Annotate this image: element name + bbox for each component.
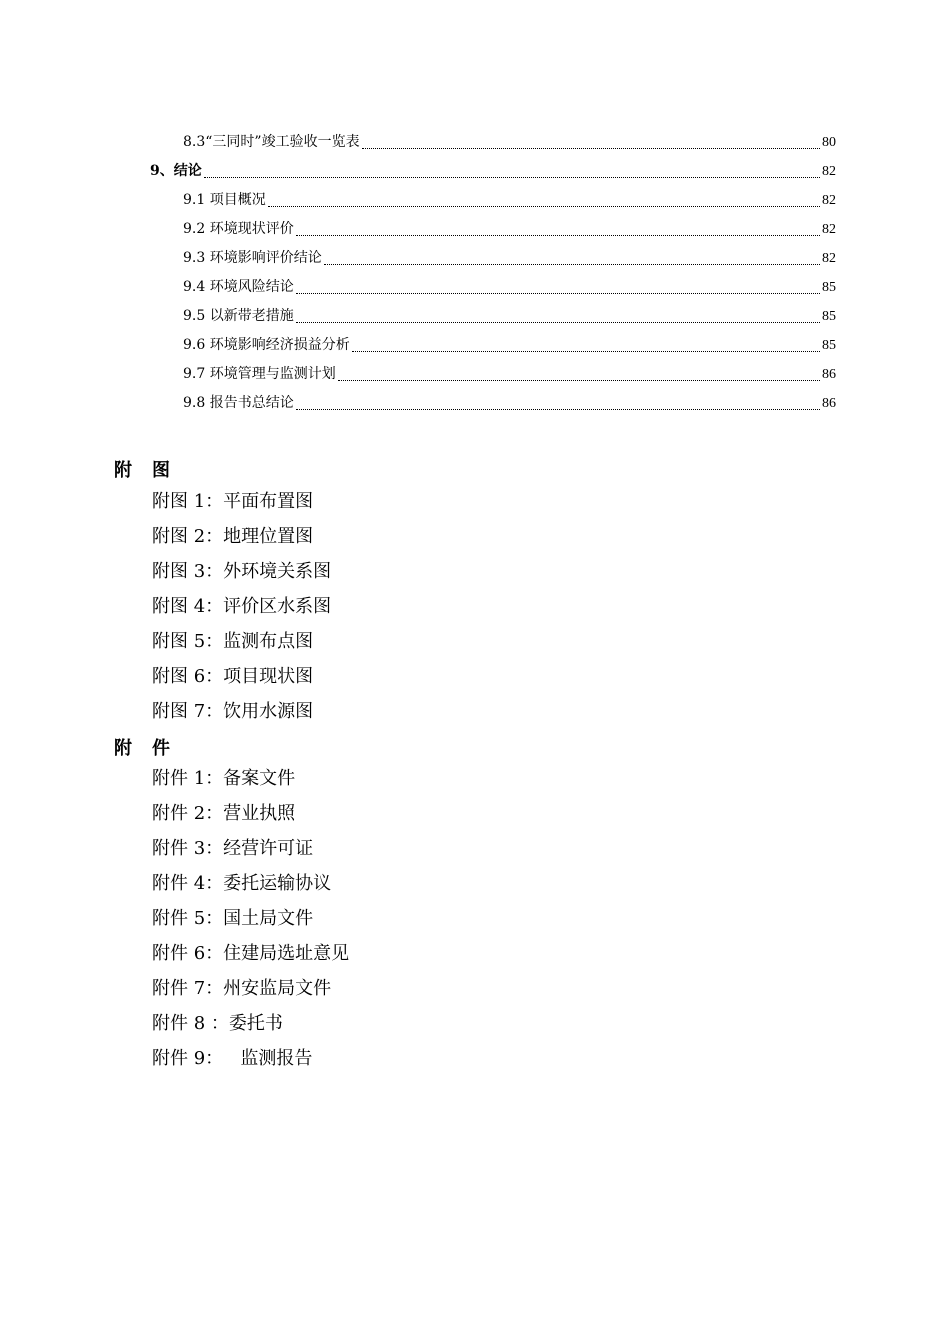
toc-entry-title: 9.2 环境现状评价 — [183, 215, 295, 244]
toc-entry[interactable] — [0, 244, 950, 273]
toc-entry[interactable] — [0, 302, 950, 331]
attachment-item: 附件 7：州安监局文件 — [152, 978, 332, 999]
figure-item: 附图 7：饮用水源图 — [152, 701, 314, 722]
toc-leader-dots — [324, 264, 820, 265]
toc-entry[interactable] — [0, 273, 950, 302]
toc-entry[interactable] — [0, 389, 950, 418]
toc-leader-dots — [204, 177, 820, 178]
attachment-item: 附件 2：营业执照 — [152, 803, 296, 824]
toc-entry-title: 8.3“三同时”竣工验收一览表 — [183, 128, 361, 157]
toc-entry-title: 9.3 环境影响评价结论 — [183, 244, 323, 273]
attachment-item: 附件 3：经营许可证 — [152, 838, 314, 859]
toc-entry-page: 82 — [822, 164, 836, 179]
toc-leader-dots — [362, 148, 820, 149]
toc-entry[interactable] — [0, 360, 950, 389]
figure-item: 附图 5：监测布点图 — [152, 631, 314, 652]
toc-leader-dots — [268, 206, 820, 207]
toc-entry-page: 85 — [822, 309, 836, 324]
toc-leader-dots — [352, 351, 820, 352]
attachments-heading — [114, 734, 170, 760]
figures-heading-char-2: 图 — [152, 460, 170, 481]
attachment-item: 附件 9： 监测报告 — [152, 1048, 313, 1069]
toc-entry-title: 9、结论 — [150, 157, 203, 186]
attachment-item: 附件 8 ：委托书 — [152, 1013, 283, 1034]
attachment-item: 附件 5：国土局文件 — [152, 908, 314, 929]
figure-item: 附图 4：评价区水系图 — [152, 596, 332, 617]
toc-leader-dots — [296, 322, 820, 323]
toc-entry-page: 80 — [822, 135, 836, 150]
figure-item: 附图 2：地理位置图 — [152, 526, 314, 547]
toc-entry-title: 9.4 环境风险结论 — [183, 273, 295, 302]
attachment-item: 附件 6：住建局选址意见 — [152, 943, 350, 964]
toc-entry-page: 85 — [822, 338, 836, 353]
figure-item: 附图 3：外环境关系图 — [152, 561, 332, 582]
toc-leader-dots — [296, 293, 820, 294]
toc-entry[interactable] — [0, 157, 950, 186]
attachments-heading-char-1: 附 — [114, 738, 132, 759]
toc-entry[interactable] — [0, 128, 950, 157]
toc-entry-title: 9.8 报告书总结论 — [183, 389, 295, 418]
toc-entry-page: 86 — [822, 396, 836, 411]
toc-entry-title: 9.5 以新带老措施 — [183, 302, 295, 331]
toc-entry-title: 9.6 环境影响经济损益分析 — [183, 331, 351, 360]
toc-leader-dots — [338, 380, 820, 381]
toc-entry[interactable] — [0, 331, 950, 360]
attachment-item: 附件 1：备案文件 — [152, 768, 296, 789]
attachments-list — [152, 761, 349, 1076]
toc-entry-page: 85 — [822, 280, 836, 295]
figure-item: 附图 6：项目现状图 — [152, 666, 314, 687]
toc-entry[interactable] — [0, 215, 950, 244]
toc-entry[interactable] — [0, 186, 950, 215]
toc-entry-title: 9.7 环境管理与监测计划 — [183, 360, 337, 389]
toc-entry-page: 86 — [822, 367, 836, 382]
figures-heading-char-1: 附 — [114, 460, 132, 481]
figures-heading — [114, 456, 170, 482]
figures-list — [152, 484, 331, 729]
toc-leader-dots — [296, 409, 820, 410]
toc-entry-page: 82 — [822, 193, 836, 208]
toc-entry-page: 82 — [822, 251, 836, 266]
attachments-heading-char-2: 件 — [152, 738, 170, 759]
figure-item: 附图 1：平面布置图 — [152, 491, 314, 512]
toc-entry-page: 82 — [822, 222, 836, 237]
toc-entry-title: 9.1 项目概况 — [183, 186, 267, 215]
attachment-item: 附件 4：委托运输协议 — [152, 873, 332, 894]
toc-leader-dots — [296, 235, 820, 236]
table-of-contents — [0, 128, 950, 418]
